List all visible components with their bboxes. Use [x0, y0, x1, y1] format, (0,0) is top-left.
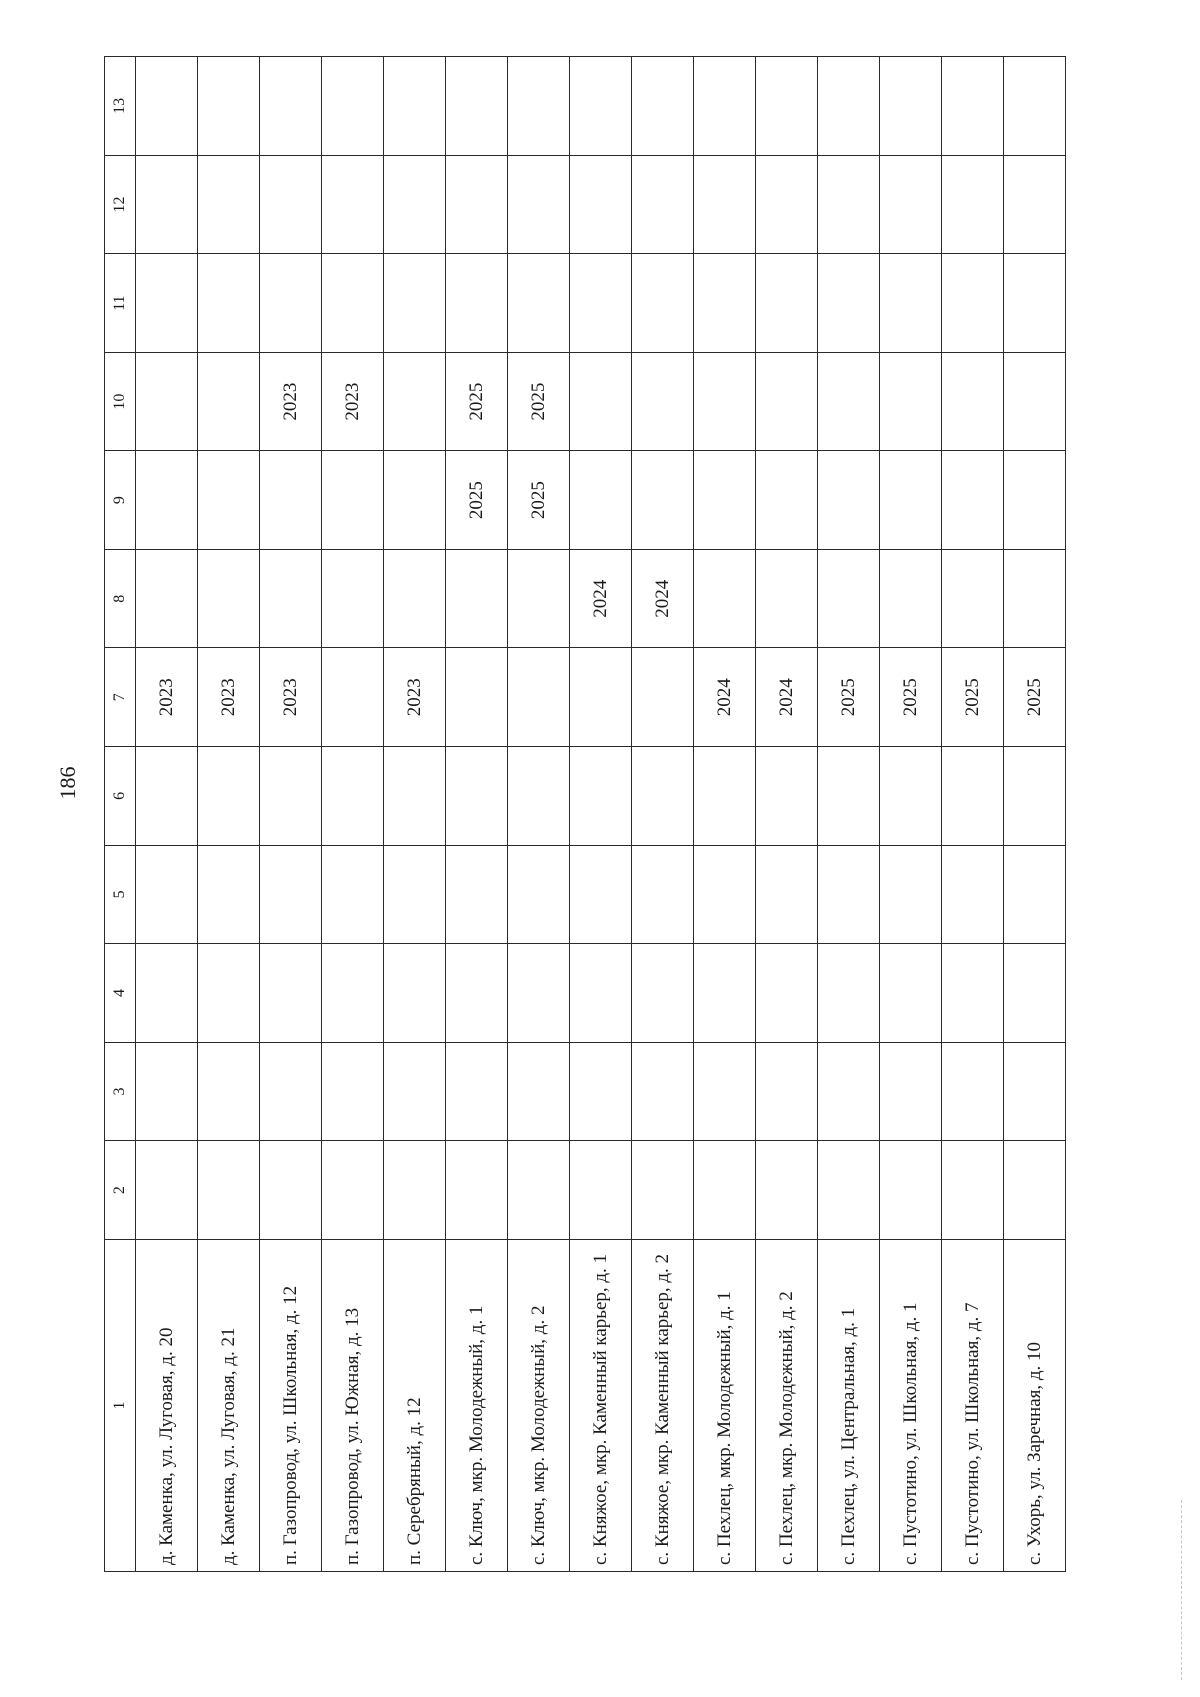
- year-cell: [322, 155, 384, 254]
- year-cell: [818, 1042, 880, 1141]
- year-cell: [756, 352, 818, 451]
- year-cell: [818, 451, 880, 550]
- year-cell: [942, 352, 1004, 451]
- year-cell: 2024: [632, 549, 694, 648]
- year-cell: [260, 57, 322, 156]
- year-cell: [570, 451, 632, 550]
- year-cell: [322, 747, 384, 846]
- year-cell: [942, 549, 1004, 648]
- year-cell: [756, 549, 818, 648]
- year-cell: [446, 155, 508, 254]
- year-cell: [198, 451, 260, 550]
- year-cell: [198, 747, 260, 846]
- year-cell: [942, 944, 1004, 1043]
- year-cell: [322, 451, 384, 550]
- year-cell: [880, 747, 942, 846]
- year-cell: [1004, 451, 1066, 550]
- year-cell: [1004, 549, 1066, 648]
- year-cell: [446, 549, 508, 648]
- year-cell: [818, 1141, 880, 1240]
- year-cell: [384, 747, 446, 846]
- year-cell: [384, 1141, 446, 1240]
- year-cell: [756, 57, 818, 156]
- table-row: [632, 57, 694, 1572]
- year-cell: [508, 845, 570, 944]
- year-cell: [632, 648, 694, 747]
- year-cell: 2025: [508, 352, 570, 451]
- year-cell: [880, 451, 942, 550]
- year-cell: [1004, 57, 1066, 156]
- year-cell: [632, 57, 694, 156]
- year-cell: 2023: [136, 648, 198, 747]
- year-cell: [260, 747, 322, 846]
- year-cell: [322, 944, 384, 1043]
- year-cell: [694, 944, 756, 1043]
- year-cell: 2023: [260, 648, 322, 747]
- year-cell: [570, 845, 632, 944]
- year-cell: [756, 1141, 818, 1240]
- year-cell: [136, 451, 198, 550]
- table-row: [818, 57, 880, 1572]
- year-cell: [136, 549, 198, 648]
- year-cell: [632, 845, 694, 944]
- year-cell: [322, 254, 384, 353]
- year-cell: [508, 57, 570, 156]
- year-cell: [136, 155, 198, 254]
- year-cell: [446, 254, 508, 353]
- year-cell: 2025: [880, 648, 942, 747]
- year-cell: [570, 254, 632, 353]
- year-cell: [570, 57, 632, 156]
- year-cell: [1004, 845, 1066, 944]
- year-cell: [818, 254, 880, 353]
- column-header: 6: [105, 747, 136, 846]
- year-cell: [694, 1042, 756, 1141]
- year-cell: [508, 944, 570, 1043]
- year-cell: [942, 451, 1004, 550]
- year-cell: [818, 549, 880, 648]
- year-cell: [818, 944, 880, 1043]
- year-cell: [632, 1042, 694, 1141]
- year-cell: [570, 648, 632, 747]
- year-cell: [694, 254, 756, 353]
- table-row: [446, 57, 508, 1572]
- year-cell: [942, 57, 1004, 156]
- year-cell: [880, 155, 942, 254]
- year-cell: [570, 747, 632, 846]
- year-cell: [942, 254, 1004, 353]
- year-cell: [508, 549, 570, 648]
- year-cell: [880, 1042, 942, 1141]
- year-cell: [198, 944, 260, 1043]
- year-cell: 2023: [384, 648, 446, 747]
- year-cell: [570, 944, 632, 1043]
- scan-edge-mark: [1181, 1500, 1184, 1680]
- year-cell: [198, 155, 260, 254]
- year-cell: [136, 747, 198, 846]
- year-cell: [384, 1042, 446, 1141]
- column-header: 5: [105, 845, 136, 944]
- year-cell: [136, 57, 198, 156]
- year-cell: [570, 352, 632, 451]
- year-cell: [880, 1141, 942, 1240]
- year-cell: [260, 1141, 322, 1240]
- year-cell: [880, 57, 942, 156]
- column-header: 13: [105, 57, 136, 156]
- year-cell: [632, 155, 694, 254]
- year-cell: [1004, 747, 1066, 846]
- year-cell: [570, 1141, 632, 1240]
- address-cell: п. Газопровод, ул. Южная, д. 13: [322, 1239, 384, 1571]
- year-cell: [818, 747, 880, 846]
- year-cell: [322, 1141, 384, 1240]
- year-cell: [694, 451, 756, 550]
- address-cell: с. Пехлец, мкр. Молодежный, д. 2: [756, 1239, 818, 1571]
- year-cell: [384, 155, 446, 254]
- year-cell: [818, 57, 880, 156]
- year-cell: 2023: [322, 352, 384, 451]
- column-header: 10: [105, 352, 136, 451]
- table-row: [694, 57, 756, 1572]
- year-cell: [508, 1141, 570, 1240]
- page-number: 186: [55, 766, 80, 800]
- year-cell: [880, 254, 942, 353]
- year-cell: [384, 845, 446, 944]
- address-cell: с. Пехлец, ул. Центральная, д. 1: [818, 1239, 880, 1571]
- table-row: [570, 57, 632, 1572]
- column-header: 1: [105, 1239, 136, 1571]
- table-row: [322, 57, 384, 1572]
- year-cell: [880, 944, 942, 1043]
- year-cell: 2025: [446, 451, 508, 550]
- year-cell: [632, 747, 694, 846]
- year-cell: [384, 944, 446, 1043]
- year-cell: [322, 549, 384, 648]
- year-cell: [198, 549, 260, 648]
- year-cell: [694, 57, 756, 156]
- year-cell: [694, 155, 756, 254]
- year-cell: [198, 57, 260, 156]
- year-cell: [942, 747, 1004, 846]
- year-cell: [1004, 944, 1066, 1043]
- year-cell: [756, 155, 818, 254]
- year-cell: 2023: [260, 352, 322, 451]
- table-container: [104, 56, 1079, 1572]
- column-header: 8: [105, 549, 136, 648]
- year-cell: [260, 1042, 322, 1141]
- address-cell: с. Пустотино, ул. Школьная, д. 1: [880, 1239, 942, 1571]
- address-cell: с. Пустотино, ул. Школьная, д. 7: [942, 1239, 1004, 1571]
- year-cell: [942, 155, 1004, 254]
- address-cell: с. Пехлец, мкр. Молодежный, д. 1: [694, 1239, 756, 1571]
- year-cell: 2025: [818, 648, 880, 747]
- year-cell: [384, 352, 446, 451]
- year-cell: [756, 254, 818, 353]
- column-header: 7: [105, 648, 136, 747]
- year-cell: [694, 1141, 756, 1240]
- year-cell: [694, 549, 756, 648]
- year-cell: [198, 254, 260, 353]
- year-cell: [446, 944, 508, 1043]
- address-cell: с. Ухорь, ул. Заречная, д. 10: [1004, 1239, 1066, 1571]
- year-cell: [136, 254, 198, 353]
- year-cell: [756, 747, 818, 846]
- year-cell: [384, 451, 446, 550]
- column-header: 11: [105, 254, 136, 353]
- year-cell: 2025: [1004, 648, 1066, 747]
- year-cell: [446, 1042, 508, 1141]
- year-cell: [694, 845, 756, 944]
- year-cell: [880, 549, 942, 648]
- year-cell: [632, 451, 694, 550]
- table-row: [942, 57, 1004, 1572]
- year-cell: [508, 155, 570, 254]
- table-row: [384, 57, 446, 1572]
- address-cell: д. Каменка, ул. Луговая, д. 21: [198, 1239, 260, 1571]
- year-cell: [1004, 1042, 1066, 1141]
- year-cell: [322, 1042, 384, 1141]
- year-cell: [880, 352, 942, 451]
- year-cell: [260, 254, 322, 353]
- column-header: 2: [105, 1141, 136, 1240]
- year-cell: [756, 1042, 818, 1141]
- data-table: [104, 56, 1066, 1572]
- table-body: [105, 57, 1066, 1572]
- year-cell: 2024: [570, 549, 632, 648]
- year-cell: [756, 944, 818, 1043]
- year-cell: [632, 254, 694, 353]
- year-cell: [818, 155, 880, 254]
- year-cell: [136, 944, 198, 1043]
- table-row: [880, 57, 942, 1572]
- year-cell: 2024: [694, 648, 756, 747]
- year-cell: [260, 549, 322, 648]
- column-header: 3: [105, 1042, 136, 1141]
- year-cell: [446, 57, 508, 156]
- address-cell: с. Ключ, мкр. Молодежный, д. 2: [508, 1239, 570, 1571]
- year-cell: [508, 747, 570, 846]
- address-cell: с. Княжое, мкр. Каменный карьер, д. 2: [632, 1239, 694, 1571]
- table-row: [1004, 57, 1066, 1572]
- year-cell: [942, 845, 1004, 944]
- year-cell: [570, 1042, 632, 1141]
- year-cell: [1004, 254, 1066, 353]
- year-cell: [384, 254, 446, 353]
- address-cell: д. Каменка, ул. Луговая, д. 20: [136, 1239, 198, 1571]
- address-cell: п. Серебряный, д. 12: [384, 1239, 446, 1571]
- year-cell: [942, 1141, 1004, 1240]
- column-header: 12: [105, 155, 136, 254]
- year-cell: 2025: [508, 451, 570, 550]
- year-cell: [1004, 352, 1066, 451]
- year-cell: [756, 451, 818, 550]
- year-cell: [198, 1042, 260, 1141]
- year-cell: 2025: [446, 352, 508, 451]
- year-cell: [384, 549, 446, 648]
- year-cell: 2025: [942, 648, 1004, 747]
- year-cell: [632, 944, 694, 1043]
- year-cell: [1004, 155, 1066, 254]
- table-row: [136, 57, 198, 1572]
- year-cell: [1004, 1141, 1066, 1240]
- column-header: 4: [105, 944, 136, 1043]
- table-row: [508, 57, 570, 1572]
- year-cell: [446, 648, 508, 747]
- year-cell: [260, 944, 322, 1043]
- year-cell: [880, 845, 942, 944]
- year-cell: [632, 1141, 694, 1240]
- year-cell: [942, 1042, 1004, 1141]
- year-cell: [508, 254, 570, 353]
- year-cell: [136, 352, 198, 451]
- year-cell: [570, 155, 632, 254]
- year-cell: [446, 1141, 508, 1240]
- year-cell: [198, 1141, 260, 1240]
- address-cell: с. Княжое, мкр. Каменный карьер, д. 1: [570, 1239, 632, 1571]
- year-cell: [818, 845, 880, 944]
- table-row: [198, 57, 260, 1572]
- year-cell: [818, 352, 880, 451]
- year-cell: [260, 845, 322, 944]
- year-cell: [136, 845, 198, 944]
- year-cell: [446, 845, 508, 944]
- header-row: [105, 57, 136, 1572]
- year-cell: [322, 845, 384, 944]
- year-cell: [384, 57, 446, 156]
- year-cell: 2024: [756, 648, 818, 747]
- column-header: 9: [105, 451, 136, 550]
- year-cell: [322, 648, 384, 747]
- year-cell: [694, 747, 756, 846]
- year-cell: [260, 451, 322, 550]
- year-cell: [508, 1042, 570, 1141]
- year-cell: [446, 747, 508, 846]
- year-cell: [756, 845, 818, 944]
- table-row: [260, 57, 322, 1572]
- year-cell: [322, 57, 384, 156]
- year-cell: [136, 1042, 198, 1141]
- year-cell: 2023: [198, 648, 260, 747]
- year-cell: [198, 352, 260, 451]
- year-cell: [136, 1141, 198, 1240]
- year-cell: [198, 845, 260, 944]
- year-cell: [508, 648, 570, 747]
- year-cell: [694, 352, 756, 451]
- year-cell: [260, 155, 322, 254]
- address-cell: п. Газопровод, ул. Школьная, д. 12: [260, 1239, 322, 1571]
- address-cell: с. Ключ, мкр. Молодежный, д. 1: [446, 1239, 508, 1571]
- table-row: [756, 57, 818, 1572]
- year-cell: [632, 352, 694, 451]
